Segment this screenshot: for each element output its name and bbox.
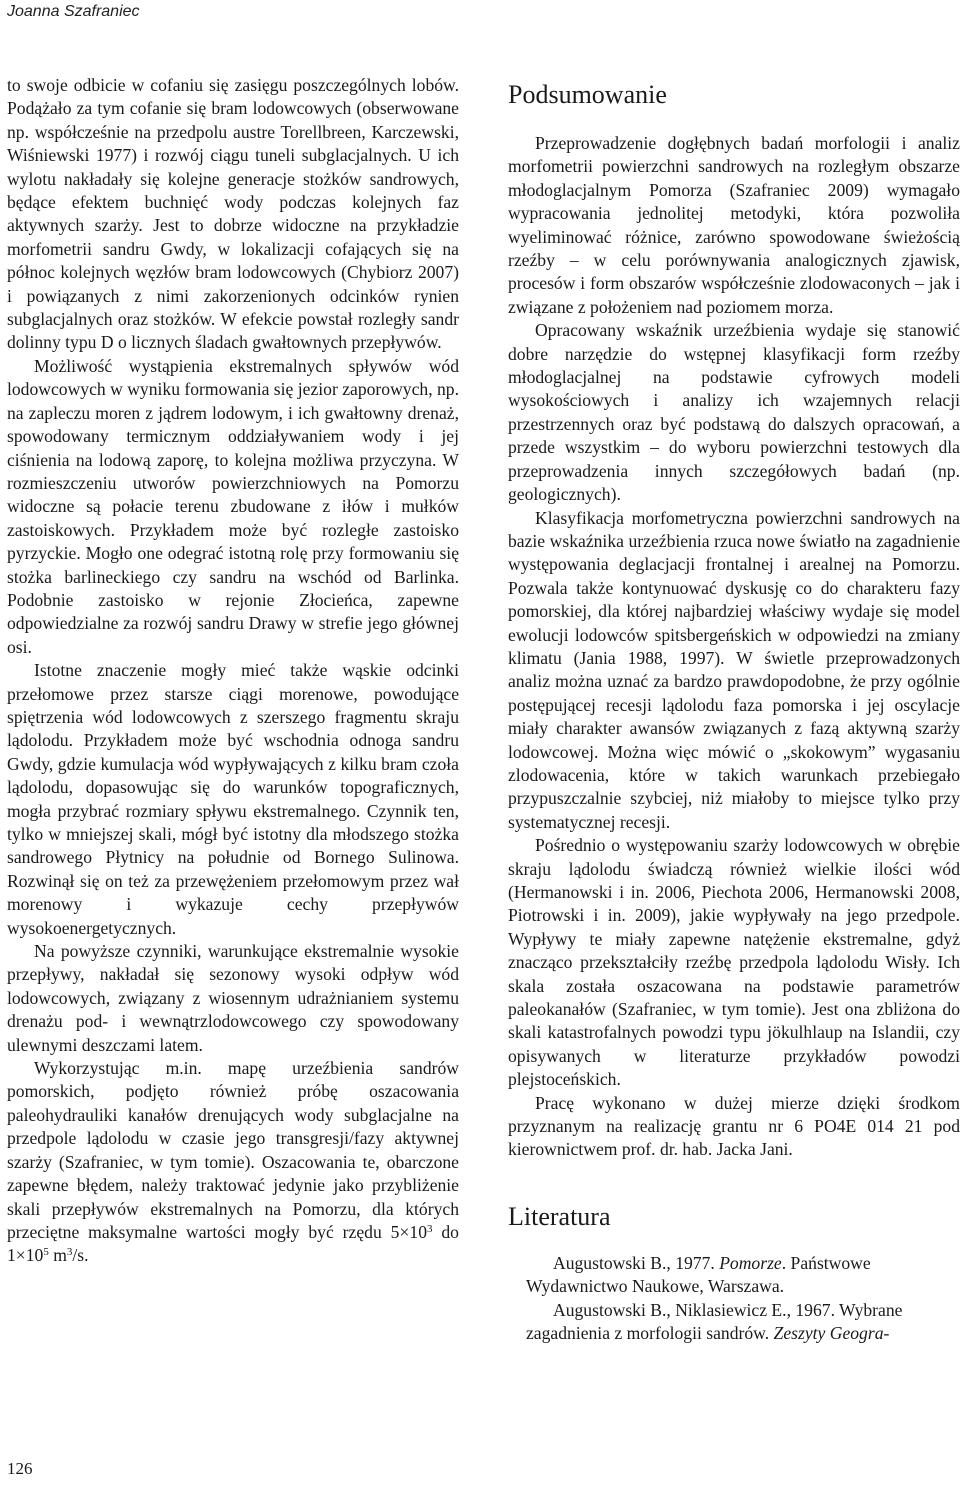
- right-column: [508, 74, 960, 1346]
- body-paragraph: Na powyższe czynniki, warunkujące ekstremalnie wysokie przepływy, nakładał się sezonowy wysoki odpływ wód lodowcowych, związany z wiosennym udrażnianiem systemu drenażu pod- i wewnątrzlodowcowego czy spowodowany ulewnymi deszczami latem.: [7, 941, 459, 1055]
- body-paragraph: Opracowany wskaźnik urzeźbienia wydaje się stanowić dobre narzędzie do wstępnej klasyfikacji form rzeźby młodoglacjalnej na podstawie cyfrowych modeli wysokościowych i analizy ich wzajemnych relacji przestrzennych oraz być podstawą do dalszych opracowań, a przede wszystkim – do wyboru powierzchni testowych dla przeprowadzenia innych szczegółowych badań (np. geologicznych).: [508, 320, 960, 505]
- section-heading-literature: Literatura: [508, 1201, 611, 1231]
- body-paragraph: to swoje odbicie w cofaniu się zasięgu poszczególnych lobów. Podążało za tym cofanie się bram lodowcowych (obserwowane np. współcześnie na przedpolu austre Torellbreen, Karczewski, Wiśniewski 1977) i rozwój ciągu tuneli subglacjalnych. U ich wylotu nakładały się kolejne generacje stożków sandrowych, będące efektem buchnięć wody podczas kolejnych faz aktywnych szarży. Jest to dobrze widoczne na przykładzie morfometrii sandru Gwdy, w lokalizacji cofających się na północ kolejnych węzłów bram lodowcowych (Chybiorz 2007) i powiązanych z nimi zakorzenionych odcinków rynien subglacjalnych oraz stożków. W efekcie powstał rozległy sandr dolinny typu D o licznych śladach gwałtownych przepływów.: [7, 75, 459, 353]
- reference-title: Pomorze: [719, 1252, 782, 1273]
- acknowledgement-paragraph: Pracę wykonano w dużej mierze dzięki środkom przyznanym na realizację grantu nr 6 PO4E 014 21 pod kierownictwem prof. dr. hab. Jacka Jani.: [508, 1092, 960, 1160]
- body-paragraph: Istotne znaczenie mogły mieć także wąskie odcinki przełomowe przez starsze ciągi morenowe, powodujące spiętrzenia wód lodowcowych z szerszego fragmentu skraju lądolodu. Przykładem może być wschodnia odnoga sandru Gwdy, gdzie kumulacja wód wypływających z kilku bram czoła lądolodu, dopasowując się do warunków topograficznych, mogła przybrać rozmiary spływu ekstremalnego. Czynnik ten, tylko w mniejszej skali, mógł być istotny dla młodszego stożka sandrowego Płytnicy na południe od Bornego Sulinowa. Rozwinął się on też za przewężeniem przełomowym przez wał morenowy i wykazuje cechy przepływów wysokoenergetycznych.: [7, 660, 459, 938]
- body-paragraph: Możliwość wystąpienia ekstremalnych spływów wód lodowcowych w wyniku formowania się jezior zaporowych, np. na zapleczu moren z jądrem lodowym, i ich gwałtowny drenaż, spowodowany termicznym oddziaływaniem wody i jej ciśnienia na lodową zaporę, to kolejna możliwa przyczyna. W rozmieszczeniu utworów powierzchniowych na Pomorzu widoczne są połacie terenu zbudowane z iłów i mułków zastoiskowych. Przykładem może być rozległe zastoisko pyrzyckie. Mogło one odegrać istotną rolę przy formowaniu się stożka barlineckiego czy sandru na wschód od Barlinka. Podobnie zastoisko w rejonie Złocieńca, zapewne odpowiedzialne za rozwój sandru Drawy w strefie jego głównej osi.: [7, 355, 459, 657]
- running-header-author: Joanna Szafraniec: [7, 3, 140, 20]
- formula-part: do: [432, 1221, 459, 1242]
- body-paragraph-text: Wykorzystując m.in. mapę urzeźbienia sandrów pomorskich, podjęto również próbę oszacowania paleohydrauliki kanałów drenujących wody subglacjalne na przedpole lądolodu w czasie jego transgresji/fazy aktywnej szarży (Szafraniec, w tym tomie). Oszacowania te, obarczone zapewne błędem, należy traktować jedynie jako przybliżenie skali przepływów ekstremalnych na Pomorzu, dla których przeciętne maksymalne wartości mogły być rzędu: [7, 1058, 459, 1242]
- formula-part: 10: [25, 1245, 44, 1266]
- section-heading-summary: Podsumowanie: [508, 80, 667, 109]
- times-sign: ×: [15, 1245, 26, 1266]
- unit: m: [48, 1245, 67, 1266]
- body-paragraph: Pośrednio o występowaniu szarży lodowcowych w obrębie skraju lądolodu świadczą również wielkie ilości wód (Hermanowski i in. 2006, Piechota 2006, Hermanowski 2008, Piotrowski i in. 2009), jakie wypływały na jego przedpole. Wypływy te miały zapewne natężenie ekstremalne, gdyż znacząco przekształciły rzeźbę przedpola lądolodu Wisły. Ich skala została oszacowana na podstawie parametrów paleokanałów (Szafraniec, w tym tomie). Jest ona zbliżona do skali katastrofalnych powodzi typu jökulhlaup na Islandii, czy opisywanych w literaturze przykładów powodzi plejstoceńskich.: [508, 835, 960, 1090]
- formula-part: 10: [409, 1221, 427, 1242]
- body-paragraph: Przeprowadzenie dogłębnych badań morfologii i analiz morfometrii powierzchni sandrowych na rozległym obszarze młodoglacjalnym Pomorza (Szafraniec 2009) wymagało wypracowania jednolitej metodyki, która pozwoliła wyeliminować różnice, zarówno spowodowane świeżością rzeźby – w celu porównywania analogicznych zjawisk, procesów i form obszarów współcześnie zlodowaconych – jak i związane z położeniem nad poziomem morza.: [508, 133, 960, 317]
- formula-part: 5: [381, 1221, 400, 1242]
- reference-item: [508, 1252, 960, 1299]
- body-paragraph-with-formula: [7, 1057, 459, 1268]
- reference-text: Augustowski B., 1977.: [553, 1252, 720, 1273]
- left-column: [7, 74, 459, 1268]
- body-paragraph: Klasyfikacja morfometryczna powierzchni sandrowych na bazie wskaźnika urzeźbienia rzuca nowe światło na zagadnienie występowania deglacjacji frontalnej i arealnej na Pomorzu. Pozwala także kontynuować dyskusję co do charakteru fazy pomorskiej, dla której najbardziej właściwy wydaje się model ewolucji lodowców spitsbergeńskich w odpowiedzi na zmiany klimatu (Jania 1988, 1997). W świetle przeprowadzonych analiz można uznać za bardzo prawdopodobne, że przy ogólnie postępującej recesji lądolodu faza pomorska i jej oscylacje miały charakter awansów związanych z fazą aktywną szarży lodowcowej. Można więc mówić o „skokowym” wygasaniu zlodowacenia, które w takich warunkach przebiegało przypuszczalnie szybciej, niż miałoby to miejsce tylko przy systematycznej recesji.: [508, 507, 960, 832]
- reference-text: Augustowski B., Niklasiewicz E., 1967. Wybrane zagadnienia z morfologii sandrów.: [526, 1299, 903, 1344]
- formula-part: 1: [7, 1245, 16, 1266]
- exponent: 5: [43, 1246, 49, 1259]
- unit-exponent: 3: [66, 1246, 73, 1259]
- exponent: 3: [426, 1222, 433, 1235]
- reference-text: . Państwowe Wydawnictwo Naukowe, Warszawa.: [526, 1252, 871, 1297]
- unit: /s.: [72, 1245, 89, 1266]
- reference-item: [508, 1299, 960, 1346]
- times-sign: ×: [399, 1221, 410, 1242]
- page-number: 126: [7, 1459, 33, 1478]
- reference-title: Zeszyty Geogra-: [773, 1323, 890, 1344]
